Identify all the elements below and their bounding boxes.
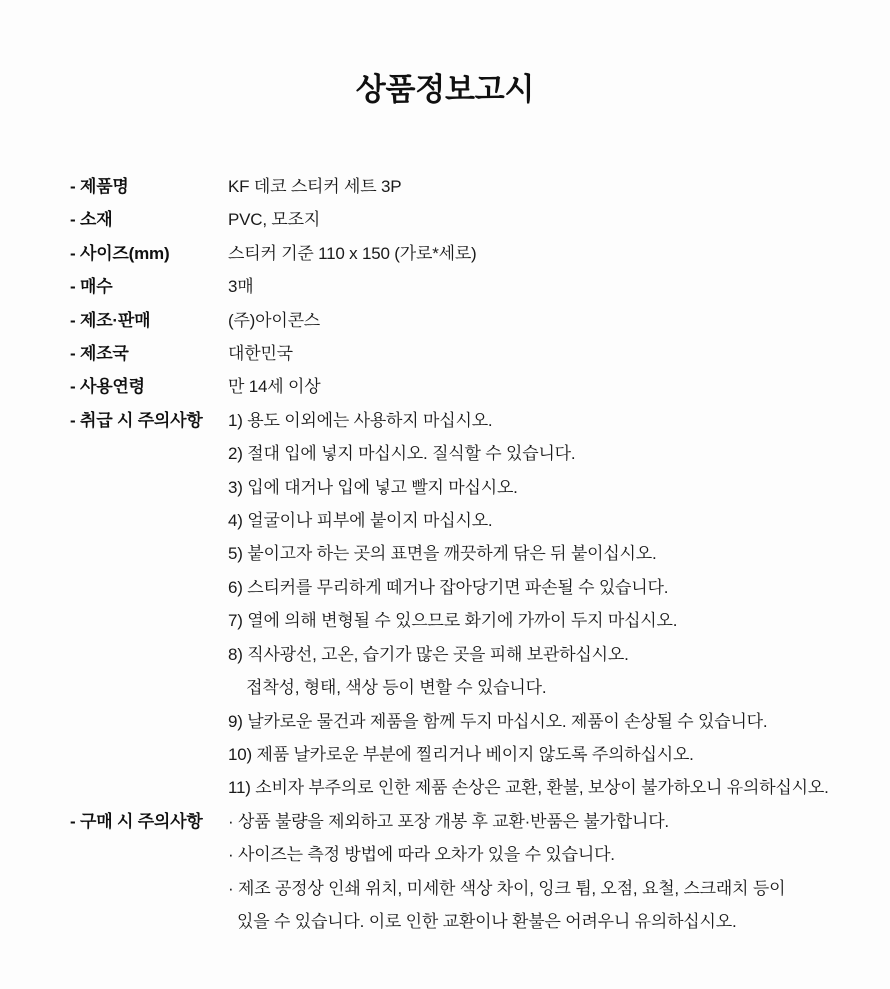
info-label: - 구매 시 주의사항 <box>70 811 203 831</box>
info-line-indented: 접착성, 형태, 색상 등이 변할 수 있습니다. <box>228 678 547 698</box>
info-value <box>228 805 866 939</box>
info-line: 4) 얼굴이나 피부에 붙이지 마십시오. <box>228 511 493 531</box>
info-row-country <box>70 337 866 370</box>
info-label: - 제조국 <box>70 344 129 364</box>
info-label: - 소재 <box>70 210 113 230</box>
info-row-purchase-precautions <box>70 805 866 939</box>
info-line: 10) 제품 날카로운 부분에 찔리거나 베이지 않도록 주의하십시오. <box>228 744 694 764</box>
info-row-material <box>70 203 866 236</box>
info-value <box>228 237 866 270</box>
info-line-indented: 있을 수 있습니다. 이로 인한 교환이나 환불은 어려우니 유의하십시오. <box>228 911 737 931</box>
info-line: 9) 날카로운 물건과 제품을 함께 두지 마십시오. 제품이 손상될 수 있습니다. <box>228 711 768 731</box>
info-line: 2) 절대 입에 넣지 마십시오. 질식할 수 있습니다. <box>228 444 576 464</box>
info-label: - 사용연령 <box>70 377 145 397</box>
info-label: - 사이즈(mm) <box>70 243 170 263</box>
info-label: - 제조·판매 <box>70 310 151 330</box>
info-value <box>228 170 866 203</box>
info-line: 스티커 기준 110 x 150 (가로*세로) <box>228 243 477 263</box>
info-line: 대한민국 <box>228 344 293 364</box>
info-row-size <box>70 237 866 270</box>
info-line: KF 데코 스티커 세트 3P <box>228 177 402 196</box>
info-line: (주)아이콘스 <box>228 310 321 330</box>
info-line: 6) 스티커를 무리하게 떼거나 잡아당기면 파손될 수 있습니다. <box>228 577 669 597</box>
info-line: 7) 열에 의해 변형될 수 있으므로 화기에 가까이 두지 마십시오. <box>228 611 678 631</box>
info-label: - 취급 시 주의사항 <box>70 410 203 430</box>
info-line: 3매 <box>228 277 254 297</box>
info-row-age <box>70 370 866 403</box>
info-line: 1) 용도 이외에는 사용하지 마십시오. <box>228 410 493 430</box>
info-value <box>228 337 866 370</box>
info-line: 11) 소비자 부주의로 인한 제품 손상은 교환, 환불, 보상이 불가하오니 유의하십시오. <box>228 778 829 798</box>
product-info-list <box>70 170 866 938</box>
info-value <box>228 404 866 805</box>
info-row-handling-precautions <box>70 404 866 805</box>
info-value <box>228 370 866 403</box>
info-line: · 사이즈는 측정 방법에 따라 오차가 있을 수 있습니다. <box>228 845 615 865</box>
info-value <box>228 304 866 337</box>
info-label: - 매수 <box>70 277 113 297</box>
info-row-product-name <box>70 170 866 203</box>
info-line: 3) 입에 대거나 입에 넣고 빨지 마십시오. <box>228 477 518 497</box>
info-row-sheet-count <box>70 270 866 303</box>
info-line: 5) 붙이고자 하는 곳의 표면을 깨끗하게 닦은 뒤 붙이십시오. <box>228 544 657 564</box>
info-label: - 제품명 <box>70 177 129 196</box>
info-line: · 제조 공정상 인쇄 위치, 미세한 색상 차이, 잉크 튐, 오점, 요철, 스크래치 등이 <box>228 878 786 898</box>
info-line: 만 14세 이상 <box>228 377 321 397</box>
info-value <box>228 270 866 303</box>
info-line: 8) 직사광선, 고온, 습기가 많은 곳을 피해 보관하십시오. <box>228 644 629 664</box>
info-line: PVC, 모조지 <box>228 210 321 230</box>
page-title: 상품정보고시 <box>355 72 535 107</box>
info-value <box>228 203 866 236</box>
info-row-manufacturer <box>70 304 866 337</box>
info-line: · 상품 불량을 제외하고 포장 개봉 후 교환·반품은 불가합니다. <box>228 811 669 831</box>
